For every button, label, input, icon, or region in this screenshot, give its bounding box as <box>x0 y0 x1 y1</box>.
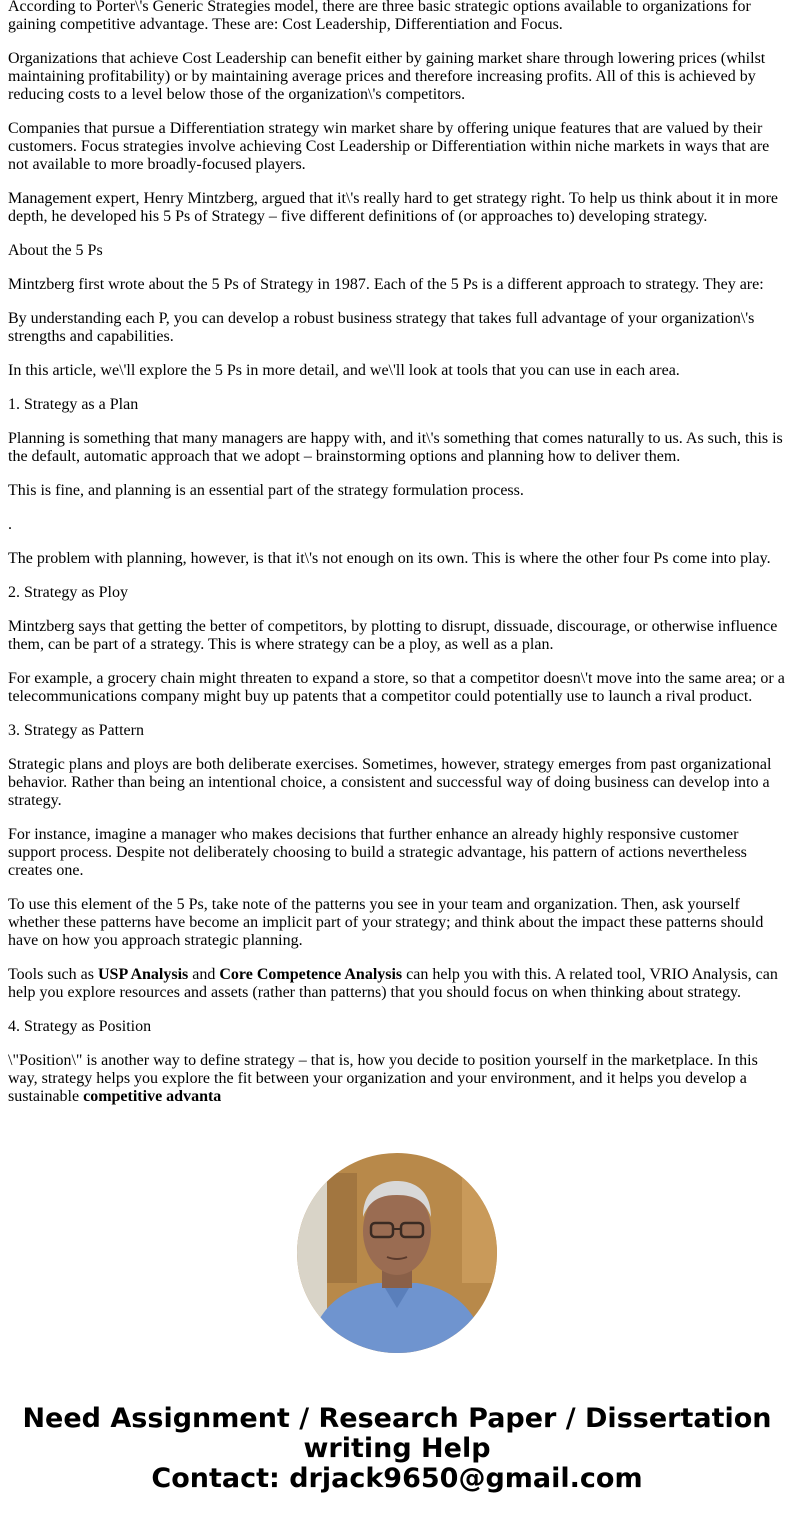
photo-carving <box>462 1163 497 1283</box>
paragraph: According to Porter\'s Generic Strategies model, there are three basic strategic options available to organizations for gaining competitive advantage. These are: Cost Leadership, Differentiation and Focus. <box>8 0 751 33</box>
section-heading: 2. Strategy as Ploy <box>8 584 128 601</box>
paragraph: For instance, imagine a manager who makes decisions that further enhance an already highly responsive customer support process. Despite not deliberately choosing to build a strategic advantage, his pattern of actions nevertheless creates one. <box>8 826 747 879</box>
paragraph: Management expert, Henry Mintzberg, argued that it\'s really hard to get strategy right. To help us think about it in more depth, he developed his 5 Ps of Strategy – five different definitions of (or approaches to) developing strategy. <box>8 190 779 225</box>
banner-line: Need Assignment / Research Paper / Dissertation <box>22 1403 772 1434</box>
author-photo <box>297 1153 497 1353</box>
paragraph: Strategic plans and ploys are both deliberate exercises. Sometimes, however, strategy emerges from past organizational behavior. Rather than being an intentional choice, a consistent and successful way of doing business can develop into a strategy. <box>8 756 772 809</box>
paragraph: Planning is something that many managers are happy with, and it\'s something that comes naturally to us. As such, this is the default, automatic approach that we adopt – brainstorming options and planning how to deliver them. <box>8 430 783 465</box>
paragraph: . <box>8 516 12 533</box>
text-span: \"Position\" is another way to define strategy – that is, how you decide to position yourself in the marketplace. In this way, strategy helps you explore the fit between your organization and your environment, and it helps you develop a sustainable <box>8 1052 758 1105</box>
section-heading: About the 5 Ps <box>8 242 103 259</box>
paragraph: Companies that pursue a Differentiation strategy win market share by offering unique features that are valued by their customers. Focus strategies involve achieving Cost Leadership or Differentiation within niche markets in ways that are not available to more broadly-focused players. <box>8 120 770 173</box>
paragraph <box>8 966 786 1002</box>
competitive-advantage-term: competitive advanta <box>83 1088 222 1105</box>
paragraph: By understanding each P, you can develop a robust business strategy that takes full advantage of your organization\'s strengths and capabilities. <box>8 310 755 345</box>
author-avatar <box>297 1153 497 1353</box>
paragraph: Mintzberg says that getting the better of competitors, by plotting to disrupt, dissuade, discourage, or otherwise influence them, can be part of a strategy. This is where strategy can be a ploy, as well as a plan. <box>8 618 778 653</box>
core-competence-analysis-term: Core Competence Analysis <box>219 966 403 983</box>
banner-line: writing Help <box>303 1433 491 1464</box>
text-span: Tools such as <box>8 966 98 983</box>
section-heading: 3. Strategy as Pattern <box>8 722 144 739</box>
section-heading: 1. Strategy as a Plan <box>8 396 139 413</box>
article-body <box>8 0 786 1122</box>
paragraph: The problem with planning, however, is that it\'s not enough on its own. This is where the other four Ps come into play. <box>8 550 771 567</box>
paragraph: In this article, we\'ll explore the 5 Ps in more detail, and we\'ll look at tools that you can use in each area. <box>8 362 680 379</box>
text-span: can help you with this. A related tool, VRIO Analysis, can help you explore resources and assets (rather than patterns) that you should focus on when thinking about strategy. <box>8 966 778 1001</box>
paragraph <box>8 1052 786 1106</box>
photo-carving <box>327 1173 357 1283</box>
contact-banner <box>0 1404 794 1494</box>
paragraph: Mintzberg first wrote about the 5 Ps of Strategy in 1987. Each of the 5 Ps is a different approach to strategy. They are: <box>8 276 764 293</box>
banner-contact-line: Contact: drjack9650@gmail.com <box>151 1463 643 1494</box>
photo-wall <box>297 1153 327 1353</box>
paragraph: To use this element of the 5 Ps, take note of the patterns you see in your team and organization. Then, ask yourself whether these patterns have become an implicit part of your strategy; and think about the impact these patterns should have on how you approach strategic planning. <box>8 896 764 949</box>
paragraph: This is fine, and planning is an essential part of the strategy formulation process. <box>8 482 524 499</box>
section-heading: 4. Strategy as Position <box>8 1018 152 1035</box>
text-span: and <box>188 966 220 983</box>
paragraph: For example, a grocery chain might threaten to expand a store, so that a competitor doesn\'t move into the same area; or a telecommunications company might buy up patents that a competitor could potentially use to launch a rival product. <box>8 670 785 705</box>
paragraph: Organizations that achieve Cost Leadership can benefit either by gaining market share through lowering prices (whilst maintaining profitability) or by maintaining average prices and therefore increasing profits. All of this is achieved by reducing costs to a level below those of the organization\'s competitors. <box>8 50 766 103</box>
usp-analysis-term: USP Analysis <box>97 966 189 983</box>
